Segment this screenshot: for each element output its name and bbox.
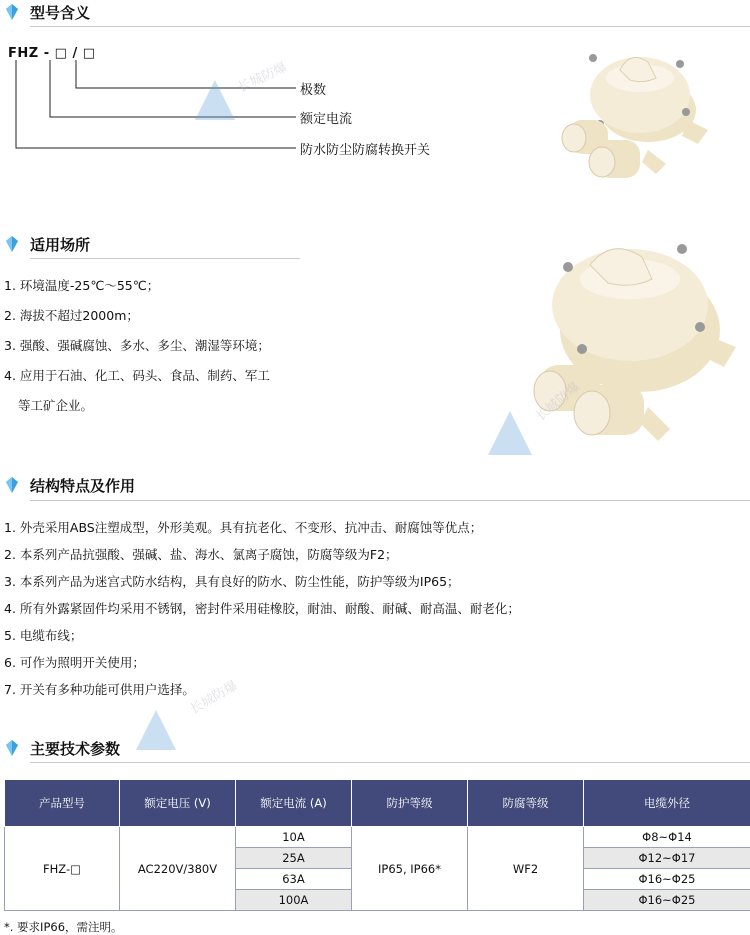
cell-current: 10A: [236, 827, 352, 848]
divider: [30, 258, 300, 259]
list-item: 等工矿企业。: [18, 396, 93, 414]
column-header: 额定电压 (V): [120, 780, 236, 827]
cell-current: 100A: [236, 890, 352, 911]
divider: [30, 762, 750, 763]
list-item: 2. 海拔不超过2000m；: [4, 306, 139, 324]
section-params-header: [0, 736, 120, 760]
svg-text:长城防爆: 长城防爆: [187, 678, 240, 718]
blue-gem-icon: [4, 739, 20, 757]
blue-gem-icon: [4, 476, 20, 494]
company-watermark: [130, 670, 270, 760]
cell-model: FHZ-□: [5, 827, 120, 911]
switch-product-image: [548, 40, 718, 200]
list-item: 4. 应用于石油、化工、码头、食品、制药、军工: [4, 366, 270, 384]
section-usage-header: [0, 232, 90, 256]
column-header: 电缆外径: [584, 780, 750, 827]
label-poles: 极数: [300, 79, 326, 98]
list-item: 1. 环境温度-25℃～55℃；: [4, 276, 159, 294]
section-title: 适用场所: [30, 234, 90, 255]
divider: [30, 500, 750, 501]
company-watermark: [478, 355, 618, 475]
model-code: FHZ - □ / □: [8, 46, 96, 61]
cell-current: 25A: [236, 848, 352, 869]
cell-protection: IP65, IP66*: [352, 827, 468, 911]
cell-voltage: AC220V/380V: [120, 827, 236, 911]
label-switch-name: 防水防尘防腐转换开关: [300, 139, 430, 158]
blue-gem-icon: [4, 235, 20, 253]
cell-current: 63A: [236, 869, 352, 890]
spec-table: [4, 779, 750, 911]
section-title: 主要技术参数: [30, 738, 120, 759]
section-title: 结构特点及作用: [30, 475, 135, 496]
cell-cable: Φ8~Φ14: [584, 827, 750, 848]
list-item: 7. 开关有多种功能可供用户选择。: [4, 680, 195, 698]
section-title: 型号含义: [30, 2, 90, 23]
cell-cable: Φ12~Φ17: [584, 848, 750, 869]
table-header-row: [5, 780, 750, 827]
list-item: 6. 可作为照明开关使用；: [4, 653, 145, 671]
list-item: 4. 所有外露紧固件均采用不锈钢，密封件采用硅橡胶，耐油、耐酸、耐碱、耐高温、耐老化；: [4, 599, 520, 617]
section-structure-header: [0, 473, 135, 497]
list-item: 2. 本系列产品抗强酸、强碱、盐、海水、氯离子腐蚀，防腐等级为F2；: [4, 545, 398, 563]
cell-anticorrosion: WF2: [468, 827, 584, 911]
list-item: 3. 强酸、强碱腐蚀、多水、多尘、潮湿等环境；: [4, 336, 270, 354]
svg-text:长城防爆: 长城防爆: [533, 379, 583, 425]
cell-cable: Φ16~Φ25: [584, 890, 750, 911]
column-header: 防腐等级: [468, 780, 584, 827]
column-header: 额定电流 (A): [236, 780, 352, 827]
company-watermark: [185, 60, 305, 130]
svg-text:长城防爆: 长城防爆: [235, 60, 289, 96]
footnote: *. 要求IP66，需注明。: [4, 919, 123, 935]
label-rated-current: 额定电流: [300, 108, 352, 127]
list-item: 5. 电缆布线；: [4, 626, 82, 644]
column-header: 产品型号: [5, 780, 120, 827]
list-item: 3. 本系列产品为迷宫式防水结构，具有良好的防水、防尘性能，防护等级为IP65；: [4, 572, 460, 590]
cell-cable: Φ16~Φ25: [584, 869, 750, 890]
column-header: 防护等级: [352, 780, 468, 827]
table-row: [5, 827, 750, 848]
list-item: 1. 外壳采用ABS注塑成型，外形美观。具有抗老化、不变形、抗冲击、耐腐蚀等优点；: [4, 518, 482, 536]
